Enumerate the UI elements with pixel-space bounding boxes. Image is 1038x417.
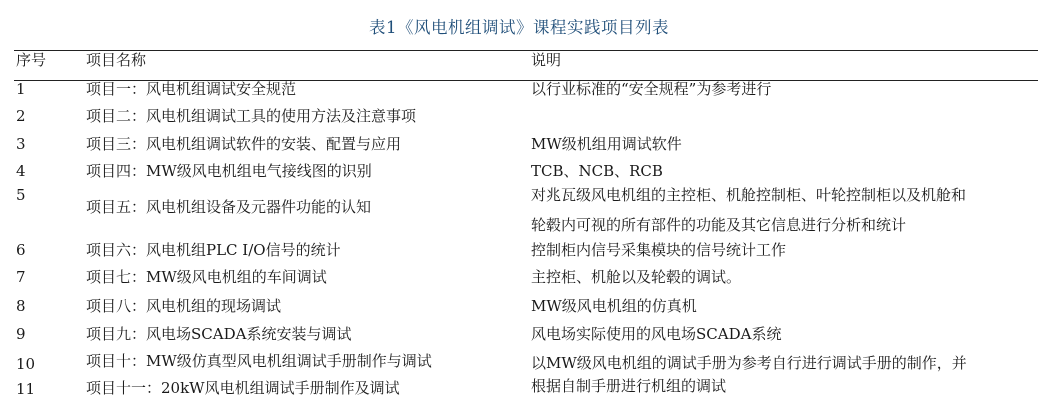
row-name: 项目四：MW级风电机组电气接线图的识别 [86, 162, 372, 180]
row-desc: 对兆瓦级风电机组的主控柜、机舱控制柜、叶轮控制柜以及机舱和 [531, 186, 967, 204]
row-name: 项目二：风电机组调试工具的使用方法及注意事项 [86, 107, 417, 125]
row-desc-continued: 轮毂内可视的所有部件的功能及其它信息进行分析和统计 [531, 216, 907, 234]
row-name: 项目十一：20kW风电机组调试手册制作及调试 [86, 379, 400, 397]
row-name: 项目五：风电机组设备及元器件功能的认知 [86, 198, 372, 216]
header-name: 项目名称 [86, 51, 147, 69]
row-desc: MW级机组用调试软件 [531, 135, 682, 153]
table-top-rule [14, 50, 1038, 51]
row-desc: 控制柜内信号采集模块的信号统计工作 [531, 241, 787, 259]
row-desc: TCB、NCB、RCB [531, 162, 663, 180]
row-desc: 主控柜、机舱以及轮毂的调试。 [531, 268, 742, 286]
row-num: 8 [16, 297, 26, 315]
row-name: 项目六：风电机组PLC I/O信号的统计 [86, 241, 341, 259]
row-desc: MW级风电机组的仿真机 [531, 297, 697, 315]
row-name: 项目七：MW级风电机组的车间调试 [86, 268, 327, 286]
header-desc: 说明 [531, 51, 562, 69]
row-name: 项目八：风电机组的现场调试 [86, 297, 282, 315]
row-desc: 以MW级风电机组的调试手册为参考自行进行调试手册的制作，并 [531, 354, 967, 372]
row-desc: 风电场实际使用的风电场SCADA系统 [531, 325, 782, 343]
row-name: 项目一：风电机组调试安全规范 [86, 80, 297, 98]
row-num: 9 [16, 325, 26, 343]
row-desc: 根据自制手册进行机组的调试 [531, 377, 727, 395]
table-caption: 表1《风电机组调试》课程实践项目列表 [369, 18, 669, 37]
row-num: 1 [16, 80, 26, 98]
row-num: 4 [16, 162, 26, 180]
row-num: 2 [16, 107, 26, 125]
row-num: 6 [16, 241, 26, 259]
row-name: 项目十：MW级仿真型风电机组调试手册制作与调试 [86, 352, 432, 370]
row-name: 项目九：风电场SCADA系统安装与调试 [86, 325, 352, 343]
row-num: 5 [16, 186, 26, 204]
row-num: 10 [16, 355, 36, 373]
row-num: 7 [16, 268, 26, 286]
header-num: 序号 [16, 51, 47, 69]
row-num: 11 [16, 380, 36, 398]
row-name: 项目三：风电机组调试软件的安装、配置与应用 [86, 135, 402, 153]
row-num: 3 [16, 135, 26, 153]
row-desc: 以行业标准的“安全规程”为参考进行 [531, 80, 772, 98]
